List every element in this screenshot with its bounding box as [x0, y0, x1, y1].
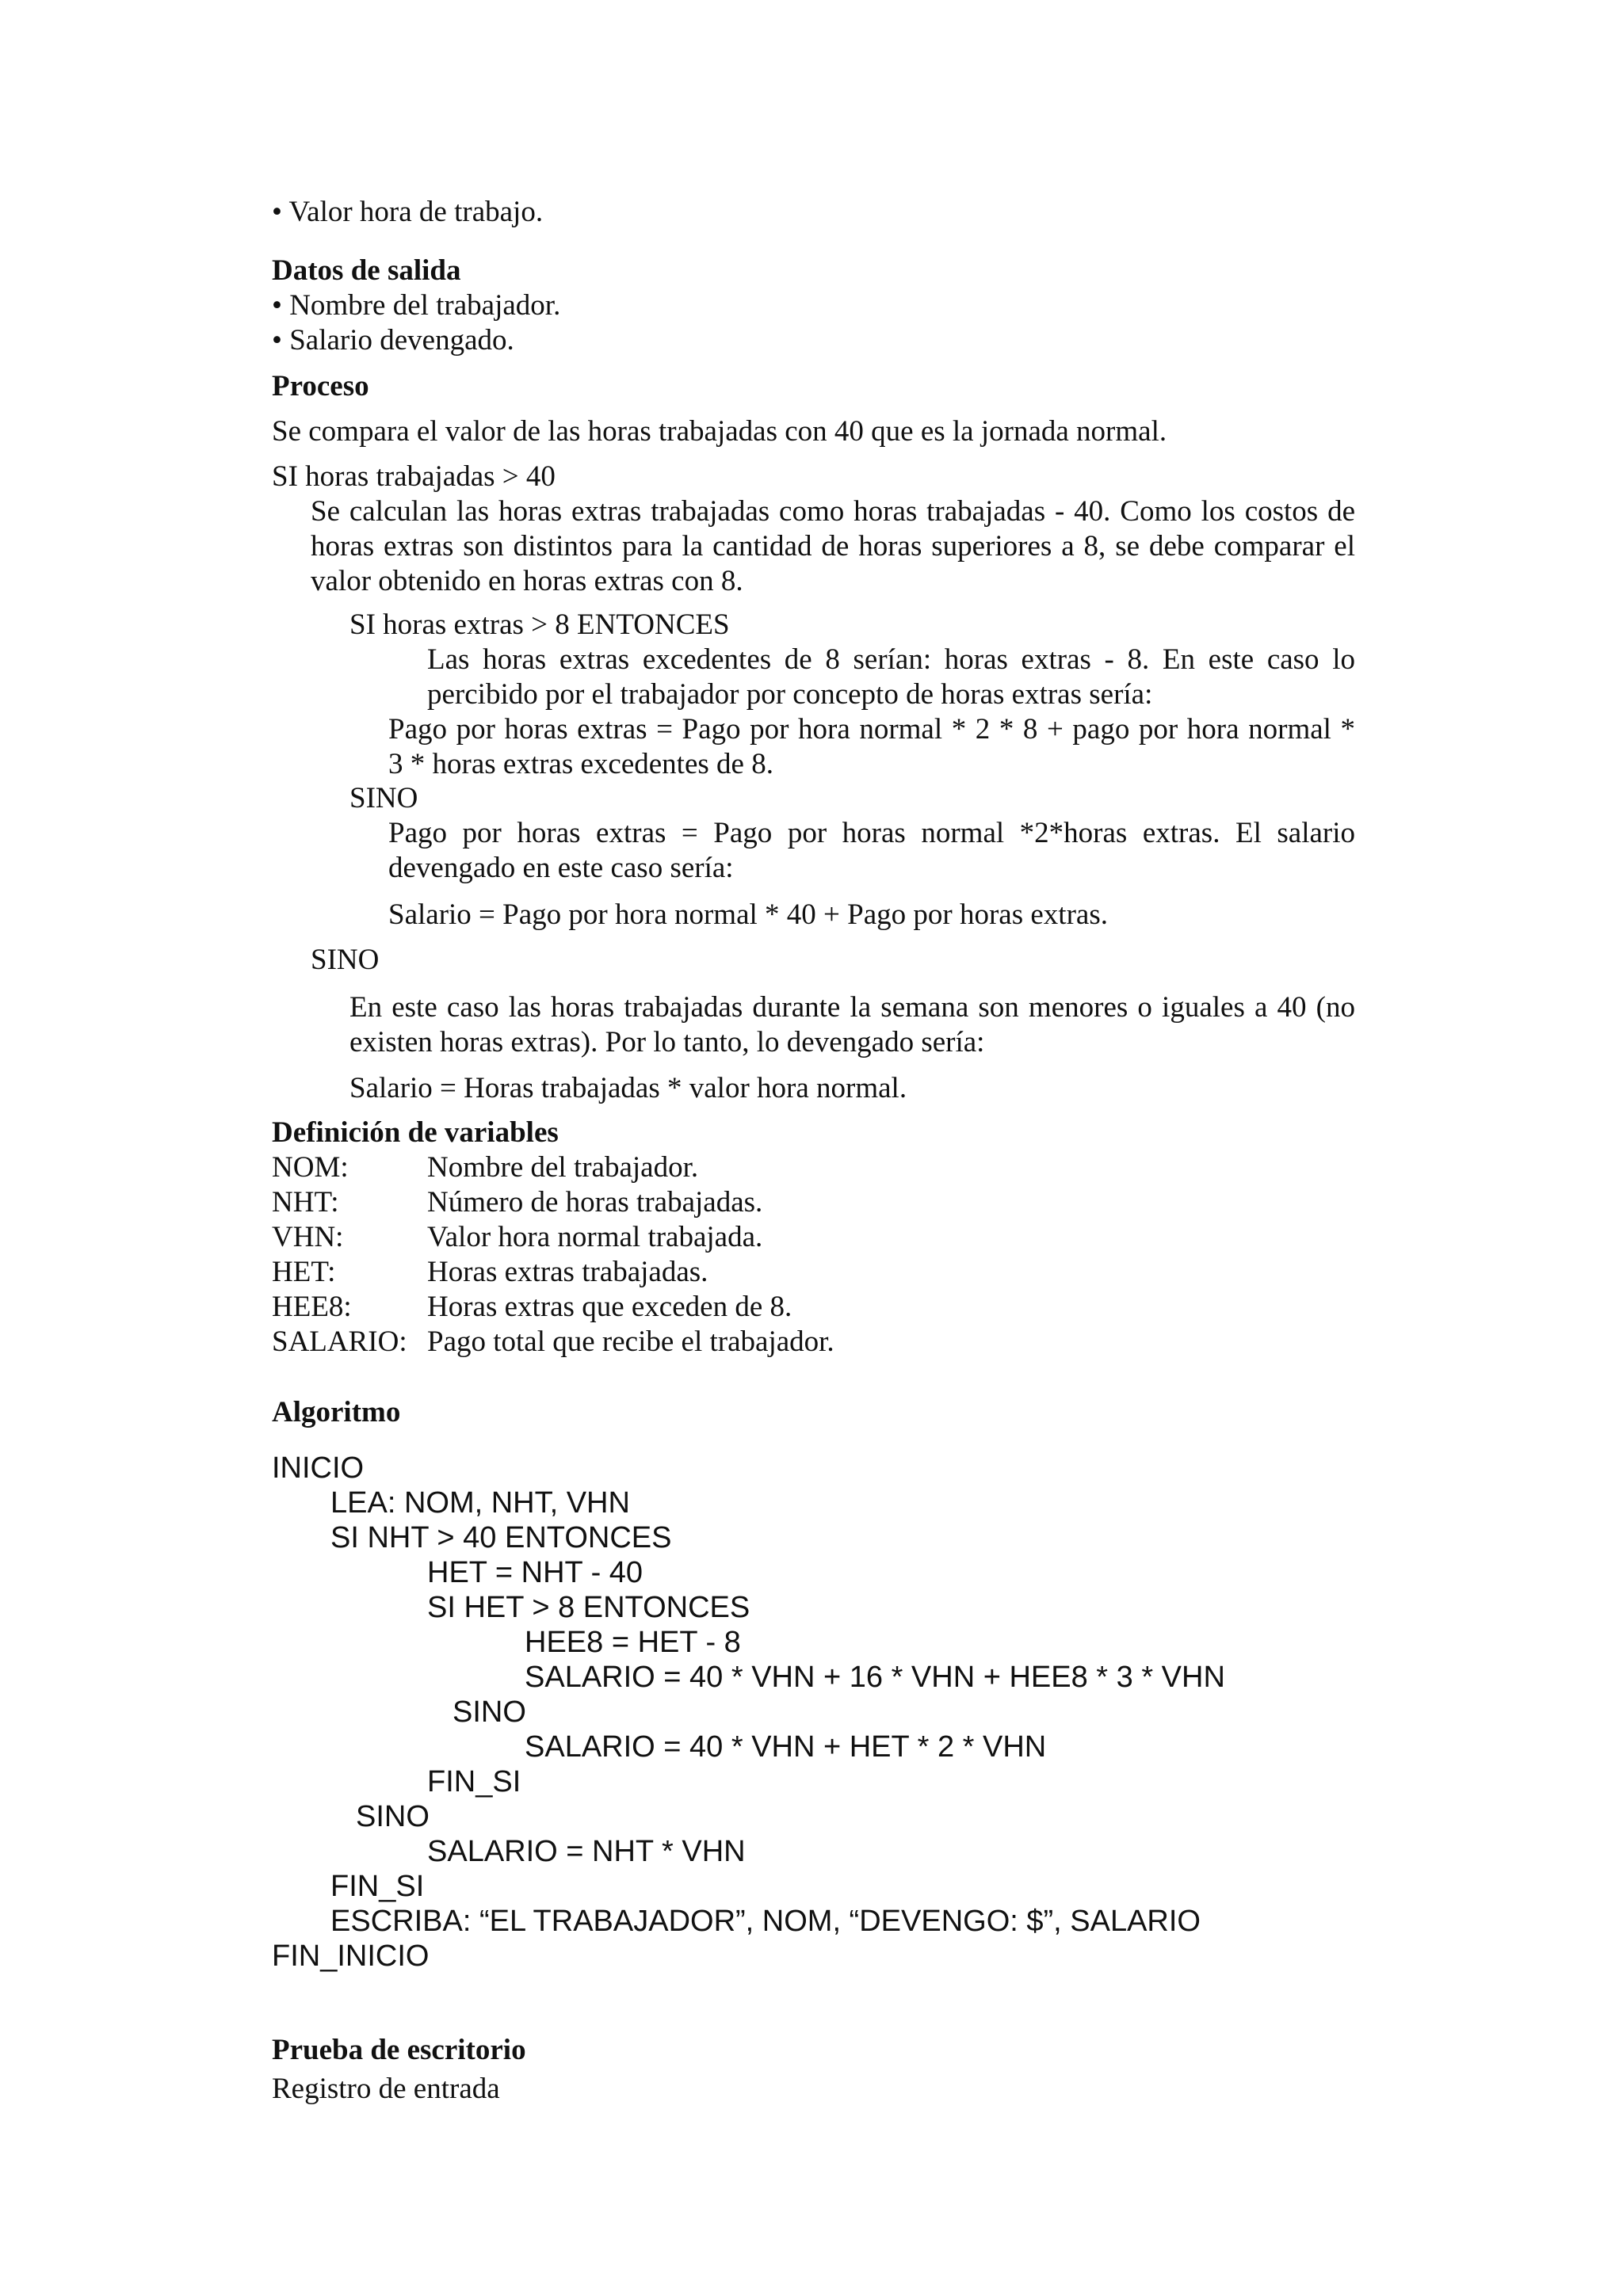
process-paragraph-extra-hours: Se calculan las horas extras trabajadas como horas trabajadas - 40. Como los costos de horas extras son distintos para la cantidad de horas superiores a 8, se debe comparar el valor obtenido en horas extras con 8.	[311, 495, 1355, 597]
algorithm-line: LEA: NOM, NHT, VHN	[330, 1486, 630, 1520]
process-paragraph-excess: Las horas extras excedentes de 8 serían: horas extras - 8. En este caso lo percibido por el trabajador por concepto de horas extras sería:	[427, 643, 1355, 711]
algorithm-line: FIN_SI	[330, 1870, 425, 1903]
process-formula-else: Pago por horas extras = Pago por horas normal *2*horas extras. El salario devengado en este caso sería:	[388, 817, 1355, 884]
algorithm-line: SALARIO = 40 * VHN + HET * 2 * VHN	[525, 1730, 1047, 1764]
process-intro: Se compara el valor de las horas trabajadas con 40 que es la jornada normal.	[272, 415, 1167, 448]
process-formula-extra-pay: Pago por horas extras = Pago por hora normal * 2 * 8 + pago por hora normal * 3 * horas extras excedentes de 8.	[388, 713, 1355, 780]
process-paragraph-normal: En este caso las horas trabajadas durante la semana son menores o iguales a 40 (no existen horas extras). Por lo tanto, lo devengado sería:	[349, 991, 1355, 1058]
algorithm-line: INICIO	[272, 1451, 365, 1485]
algorithm-line: SI NHT > 40 ENTONCES	[330, 1521, 672, 1554]
algorithm-line: HET = NHT - 40	[427, 1556, 643, 1589]
variables-heading: Definición de variables	[272, 1116, 559, 1149]
output-item: • Nombre del trabajador.	[272, 289, 561, 322]
algorithm-heading: Algoritmo	[272, 1396, 401, 1428]
algorithm-line: SALARIO = NHT * VHN	[427, 1835, 746, 1868]
desk-test-heading: Prueba de escritorio	[272, 2034, 526, 2066]
process-if-main: SI horas trabajadas > 40	[272, 460, 556, 493]
process-salary-formula: Salario = Pago por hora normal * 40 + Pago por horas extras.	[388, 898, 1108, 931]
process-sino-inner: SINO	[349, 782, 418, 814]
algorithm-line: FIN_INICIO	[272, 1939, 430, 1973]
algorithm-line: SINO	[356, 1800, 430, 1833]
output-heading: Datos de salida	[272, 254, 461, 287]
desk-test-subheading: Registro de entrada	[272, 2073, 500, 2105]
input-item-hour-value: • Valor hora de trabajo.	[272, 196, 544, 228]
document-page: • Valor hora de trabajo. Datos de salida • Nombre del trabajador. • Salario devengado. Proceso Se compara el valor de las horas trabajadas con 40 que es la jornada normal. SI horas trabajadas > 40 Se calculan las horas extras trabajadas como horas trabajadas - 40. Como los costos de horas extras son distintos para la cantidad de horas superiores a 8, se debe comparar el valor obtenido en horas extras con 8. SI horas extras > 8 ENTONCES Las horas extras excedentes de 8 serían: horas extras - 8. En este caso lo percibido por el trabajador por concepto de horas extras sería: Pago por horas extras = Pago por hora normal * 2 * 8 + pago por hora normal * 3 * horas extras excedentes de 8. SINO Pago por horas extras = Pago por horas normal *2*horas extras. El salario devengado en este caso sería: Salario = Pago por hora normal * 40 + Pago por horas extras. SINO En este caso las horas trabajadas durante la semana son menores o iguales a 40 (no existen horas extras). Por lo tanto, lo devengado sería: Salario = Horas trabajadas * valor hora normal. Definición de variables NOM: Nombre del trabajador. NHT: Número de horas trabajadas. VHN: Valor hora normal trabajada. HET: Horas extras trabajadas. HEE8: Horas extras que exceden de 8. SALARIO: Pago total que recibe el trabajador. Algoritmo INICIO LEA: NOM, NHT, VHN SI NHT > 40 ENTONCES HET = NHT - 40 SI HET > 8 ENTONCES HEE8 = HET - 8 SALARIO = 40 * VHN + 16 * VHN + HEE8 * 3 * VHN SINO SALARIO = 40 * VHN + HET * 2 * VHN FIN_SI SINO SALARIO = NHT * VHN FIN_SI ESCRIBA: “EL TRABAJADOR”, NOM, “DEVENGO: $”, SALARIO FIN_INICIO Prueba de escritorio Registro de entrada	[0, 0, 1623, 2296]
output-item: • Salario devengado.	[272, 324, 514, 357]
algorithm-line: SINO	[453, 1695, 526, 1729]
algorithm-line: HEE8 = HET - 8	[525, 1626, 741, 1659]
algorithm-line: FIN_SI	[427, 1765, 521, 1798]
process-sino-main: SINO	[311, 944, 380, 976]
process-salary-normal: Salario = Horas trabajadas * valor hora normal.	[349, 1072, 907, 1104]
process-if-inner: SI horas extras > 8 ENTONCES	[349, 608, 730, 641]
process-heading: Proceso	[272, 370, 369, 402]
algorithm-line: ESCRIBA: “EL TRABAJADOR”, NOM, “DEVENGO: $”, SALARIO	[330, 1905, 1201, 1938]
algorithm-line: SI HET > 8 ENTONCES	[427, 1591, 750, 1624]
algorithm-line: SALARIO = 40 * VHN + 16 * VHN + HEE8 * 3 * VHN	[525, 1661, 1225, 1694]
